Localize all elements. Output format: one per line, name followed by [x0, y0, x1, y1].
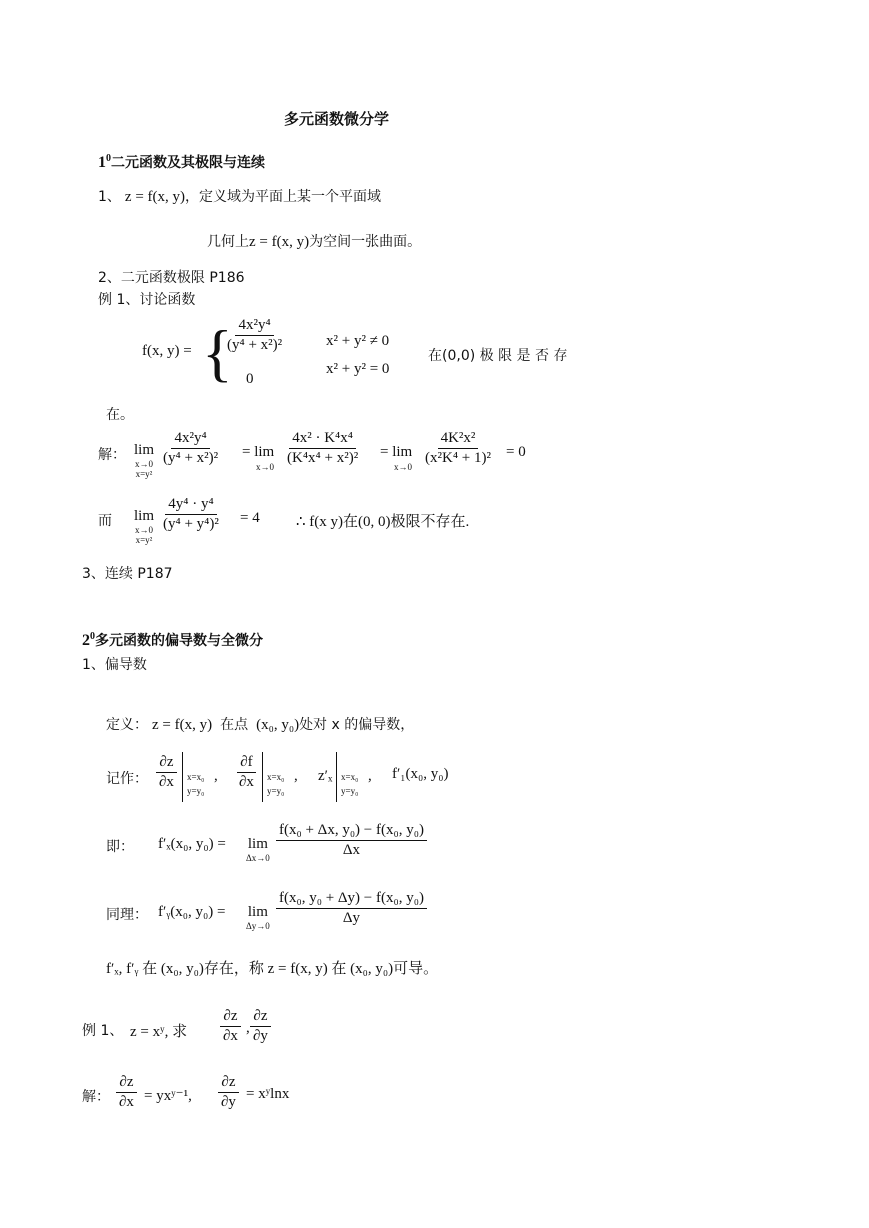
- piece-cond2: x² + y² = 0: [326, 361, 390, 377]
- heading-text: 二元函数及其极限与连续: [111, 155, 265, 171]
- solution-label: 解：: [98, 447, 126, 463]
- sol2: = xʸlnx: [246, 1086, 290, 1102]
- lim-sub1: x→0: [135, 459, 153, 469]
- therefore-line: ∴ f(x y)在(0, 0)极限不存在.: [296, 514, 470, 530]
- fx-den: Δx: [342, 842, 361, 858]
- f-prime-1: f′₁(x₀, y₀): [392, 766, 449, 782]
- eval-x: x=x₀: [187, 772, 205, 782]
- pf: ∂f: [237, 754, 255, 773]
- pz: ∂z: [116, 1074, 136, 1093]
- geom-prefix: 几何上: [207, 234, 249, 250]
- geom-suffix: 为空间一张曲面。: [309, 234, 422, 250]
- lim-sub-x0-b: x→0: [394, 462, 412, 472]
- comma-2: ,: [294, 768, 298, 784]
- frac-3: [422, 430, 494, 467]
- dz-dx: [156, 754, 177, 791]
- section-2-heading: [82, 630, 263, 650]
- lim-text: lim: [247, 836, 268, 852]
- eval-y: y=y₀: [187, 786, 205, 796]
- frac4-den: (y⁴ + y⁴)²: [163, 516, 219, 532]
- frac-1: [160, 430, 221, 467]
- notation-label: 记作：: [106, 771, 148, 787]
- fxy-label: f(x, y) =: [142, 343, 192, 359]
- frac3-num: 4K²x²: [438, 430, 479, 449]
- px: ∂x: [223, 1028, 238, 1044]
- piece-cond1: x² + y² ≠ 0: [326, 333, 390, 349]
- frac4-num: 4y⁴ · y⁴: [165, 496, 216, 515]
- eval-x: x=x₀: [341, 772, 359, 782]
- limit-question-cont: 在。: [106, 407, 134, 423]
- eval-y: y=y₀: [267, 786, 285, 796]
- def-point: (x₀, y₀): [256, 717, 300, 733]
- item-text: ，定义域为平面上某一个平面域: [185, 189, 382, 205]
- eq-lim-2: = lim: [380, 444, 413, 460]
- def-mid: 在点: [220, 717, 249, 733]
- sol-label: 解：: [82, 1089, 110, 1105]
- eval-bar-3: [336, 752, 359, 802]
- fx-frac: [276, 822, 427, 859]
- ie-label: 即：: [106, 839, 134, 855]
- pz: ∂z: [250, 1008, 270, 1027]
- piece-zero: 0: [246, 371, 254, 387]
- lim-text: lim: [134, 508, 155, 524]
- fy-frac: [276, 890, 427, 927]
- frac-4: [160, 496, 222, 533]
- def-label: 定义：: [106, 717, 148, 733]
- s2-item1: 1、偏导数: [82, 657, 147, 673]
- lim-sub2: x=y²: [135, 469, 153, 479]
- lim-2: [134, 508, 154, 545]
- comma: ,: [246, 1020, 250, 1036]
- item-label: 1、: [98, 189, 121, 205]
- sol1: = yxʸ⁻¹,: [144, 1088, 192, 1104]
- definition-line: [106, 714, 414, 734]
- s1-example1: 例 1、讨论函数: [98, 292, 196, 308]
- def-end: 处对 x 的偏导数，: [299, 717, 415, 733]
- item-math: z = f(x, y): [124, 189, 186, 205]
- eval-x: x=x₀: [267, 772, 285, 782]
- comma-1: ,: [214, 768, 218, 784]
- comma-3: ,: [368, 768, 372, 784]
- heading-num: 1: [98, 154, 106, 171]
- frac1-num: 4x²y⁴: [171, 430, 209, 449]
- dz-dy-sol: [218, 1074, 239, 1111]
- lim-sub: Δy→0: [246, 921, 270, 931]
- eq-four: = 4: [240, 510, 260, 526]
- fy-num: f(x₀, y₀ + Δy) − f(x₀, y₀): [276, 890, 427, 909]
- dz-dx-sol: [116, 1074, 137, 1111]
- frac2-num: 4x² · K⁴x⁴: [289, 430, 356, 449]
- heading-sup: 0: [106, 153, 111, 164]
- section-1-heading: [98, 152, 265, 172]
- s1-item3: 3、连续 P187: [82, 566, 173, 582]
- differentiable-line: f′ₓ, f′ᵧ 在 (x₀, y₀)存在，称 z = f(x, y) 在 (x₀, y₀)可导。: [106, 961, 439, 977]
- lim-sub2: x=y²: [135, 535, 153, 545]
- fy-den: Δy: [342, 910, 361, 926]
- frac2-den: (K⁴x⁴ + x²)²: [287, 450, 359, 466]
- pz: ∂z: [220, 1008, 240, 1027]
- df-dx: [236, 754, 257, 791]
- heading-text: 多元函数的偏导数与全微分: [95, 633, 263, 649]
- lim-dx: [246, 836, 270, 863]
- pz: ∂z: [156, 754, 176, 773]
- eq-zero: = 0: [506, 444, 526, 460]
- px: ∂x: [239, 774, 254, 790]
- lim-text: lim: [134, 442, 155, 458]
- eval-y: y=y₀: [341, 786, 359, 796]
- similarly-label: 同理：: [106, 907, 148, 923]
- eval-bar-1: [182, 752, 205, 802]
- frac3-den: (x²K⁴ + 1)²: [425, 450, 492, 466]
- dz-dy-ex: [250, 1008, 271, 1045]
- geom-math: z = f(x, y): [249, 234, 310, 250]
- lim-sub-x0-a: x→0: [256, 462, 274, 472]
- dz-dx-ex: [220, 1008, 241, 1045]
- ex-label: 例 1、: [82, 1023, 124, 1039]
- fy-lhs: f′ᵧ(x₀, y₀) =: [158, 904, 226, 920]
- heading-num: 2: [82, 632, 90, 649]
- lim-text: lim: [247, 904, 268, 920]
- frac-2: [284, 430, 361, 467]
- px: ∂x: [159, 774, 174, 790]
- piece-den: (y⁴ + x²)²: [227, 337, 283, 353]
- eq-lim-1: = lim: [242, 444, 275, 460]
- page-title: 多元函数微分学: [284, 110, 390, 128]
- py: ∂y: [253, 1028, 268, 1044]
- s1-item2: 2、二元函数极限 P186: [98, 270, 245, 286]
- limit-question: 在(0,0) 极 限 是 否 存: [428, 348, 568, 364]
- fx-num: f(x₀ + Δx, y₀) − f(x₀, y₀): [276, 822, 427, 841]
- lim-1: [134, 442, 154, 479]
- frac1-den: (y⁴ + x²)²: [163, 450, 219, 466]
- heading-sup: 0: [90, 631, 95, 642]
- lim-sub: Δx→0: [246, 853, 270, 863]
- s1-item1: [98, 186, 381, 206]
- and-label: 而: [98, 513, 112, 529]
- lim-dy: [246, 904, 270, 931]
- piece-num: 4x²y⁴: [235, 317, 273, 336]
- lim-sub1: x→0: [135, 525, 153, 535]
- left-brace: {: [202, 317, 233, 388]
- def-math: z = f(x, y): [152, 717, 213, 733]
- z-prime-x: z′ₓ: [318, 768, 333, 784]
- px: ∂x: [119, 1094, 134, 1110]
- ex-math: z = xʸ, 求: [130, 1024, 188, 1040]
- piece-frac: [224, 317, 285, 354]
- fx-lhs: f′ₓ(x₀, y₀) =: [158, 836, 226, 852]
- eval-bar-2: [262, 752, 285, 802]
- py: ∂y: [221, 1094, 236, 1110]
- s1-geom-line: [207, 231, 421, 251]
- pz: ∂z: [218, 1074, 238, 1093]
